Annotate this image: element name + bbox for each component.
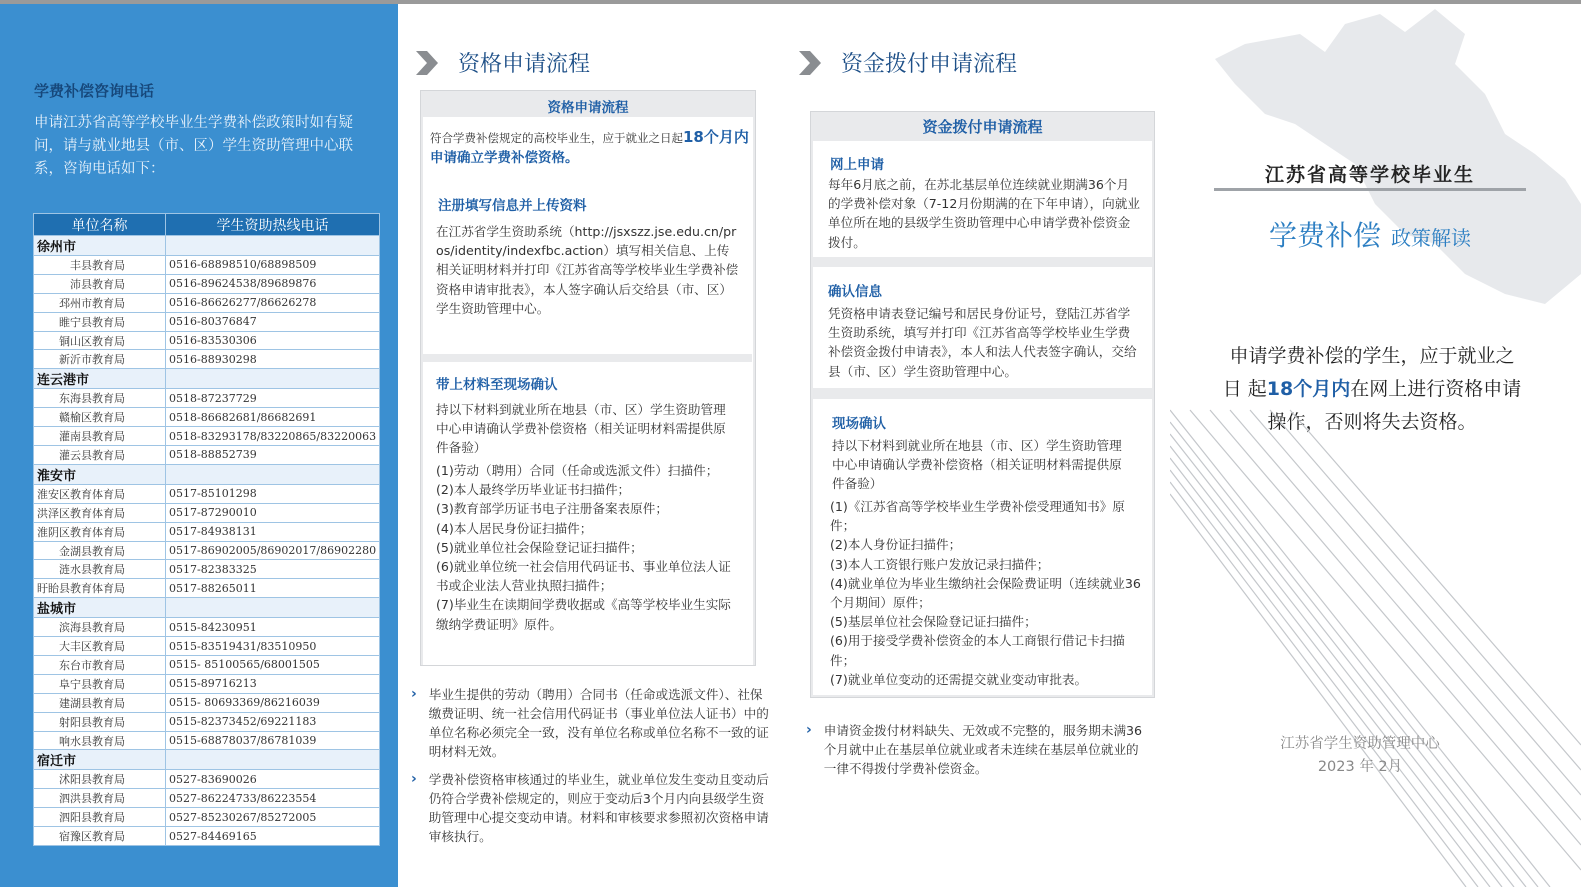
fund-step2-title: 确认信息	[828, 284, 882, 300]
unit-name: 淮安区教育体育局	[34, 484, 166, 503]
hotline-phone: 0516-68898510/68898509	[166, 256, 380, 275]
table-row	[34, 827, 380, 846]
unit-name: 淮阴区教育体育局	[34, 522, 166, 541]
hotline-phone: 0517-87290010	[166, 503, 380, 522]
city-blank-cell	[166, 369, 380, 389]
hotline-phone: 0518-88852739	[166, 446, 380, 465]
qual-note-1	[411, 685, 771, 761]
cover-subtitle-main: 学费补偿	[1268, 219, 1381, 252]
table-row	[34, 427, 380, 446]
unit-name: 宿豫区教育局	[34, 827, 166, 846]
table-row	[34, 808, 380, 827]
city-blank-cell	[166, 236, 380, 256]
hotline-table	[33, 213, 380, 846]
qual-box-header: 资格申请流程	[547, 100, 629, 116]
list-item: (1)《江苏省高等学校毕业生学费补偿受理通知书》原件；	[830, 499, 1125, 534]
hotline-phone: 0516-86626277/86626278	[166, 293, 380, 312]
fund-step3-list	[830, 497, 1142, 689]
table-row	[34, 770, 380, 789]
unit-name: 泗阳县教育局	[34, 808, 166, 827]
qual-note-1-text: 毕业生提供的劳动（聘用）合同书（任命或选派文件）、社保缴费证明、统一社会信用代码证书（事业单位法人证书）中的单位名称必须完全一致，没有单位名称或单位名称不一致的证明材料无效。	[428, 687, 769, 759]
list-item: (7)就业单位变动的还需提交就业变动审批表。	[830, 671, 1088, 687]
table-city-row	[34, 236, 380, 256]
cover-org-name: 江苏省学生资助管理中心	[1280, 736, 1440, 752]
hotline-table-body	[34, 236, 380, 846]
qual-step2-list	[436, 461, 740, 634]
table-row	[34, 541, 380, 560]
unit-name: 新沂市教育局	[34, 350, 166, 369]
list-item: (5)基层单位社会保险登记证扫描件；	[830, 614, 1037, 630]
city-name: 徐州市	[34, 236, 166, 256]
list-item: (4)就业单位为毕业生缴纳社会保险费证明（连续就业36个月期间）原件；	[830, 575, 1141, 611]
list-item: (6)用于接受学费补偿资金的本人工商银行借记卡扫描件；	[830, 633, 1125, 668]
hotline-phone: 0515-84230951	[166, 618, 380, 637]
cover-title: 江苏省高等学校毕业生	[1264, 164, 1475, 186]
fund-step3-text: 持以下材料到就业所在地县（市、区）学生资助管理中心申请确认学费补偿资格（相关证明材料需提供原件备验）	[832, 438, 1122, 492]
chevron-right-icon	[414, 50, 440, 76]
unit-name: 响水县教育局	[34, 731, 166, 750]
list-item: (6)就业单位统一社会信用代码证书、事业单位法人证书或企业法人营业执照扫描件；	[436, 559, 731, 594]
table-row	[34, 312, 380, 331]
qual-intro: 符合学费补偿规定的高校毕业生，应于就业之日起18个月内 申请确立学费补偿资格。	[430, 128, 749, 167]
table-row	[34, 656, 380, 675]
chevron-right-icon: ›	[411, 771, 417, 787]
hotline-phone: 0527-84469165	[166, 827, 380, 846]
list-item: (4)本人居民身份证扫描件；	[436, 520, 593, 536]
hotline-phone: 0515-68878037/86781039	[166, 731, 380, 750]
table-row	[34, 484, 380, 503]
hotline-phone: 0518-86682681/86682691	[166, 408, 380, 427]
table-header-unit: 单位名称	[34, 214, 166, 236]
fund-box-header: 资金拨付申请流程	[922, 118, 1043, 136]
hotline-phone: 0515- 85100565/68001505	[166, 656, 380, 675]
cover-subtitle-minor: 政策解读	[1391, 226, 1471, 250]
hotline-intro: 申请江苏省高等学校毕业生学费补偿政策时如有疑问，请与就业地县（市、区）学生资助管理中心联系，咨询电话如下：	[34, 115, 353, 177]
qual-step1-title: 注册填写信息并上传资料	[438, 198, 587, 214]
unit-name: 赣榆区教育局	[34, 408, 166, 427]
cover-org	[1250, 733, 1470, 779]
city-name: 宿迁市	[34, 750, 166, 770]
cover-date: 2023 年 2月	[1317, 759, 1403, 775]
city-blank-cell	[166, 750, 380, 770]
list-item: (3)教育部学历证书电子注册备案表原件；	[436, 501, 668, 517]
table-row	[34, 789, 380, 808]
hotline-phone: 0515-89716213	[166, 674, 380, 693]
unit-name: 睢宁县教育局	[34, 312, 166, 331]
qual-note-2	[411, 770, 771, 846]
unit-name: 邳州市教育局	[34, 293, 166, 312]
list-item: (1)劳动（聘用）合同（任命或选派文件）扫描件；	[436, 463, 719, 478]
hotline-phone: 0517-86902005/86902017/86902280	[166, 541, 380, 560]
chevron-right-icon	[797, 50, 823, 76]
table-city-row	[34, 369, 380, 389]
hotline-phone: 0516-80376847	[166, 312, 380, 331]
cover-subtitle	[1214, 214, 1526, 254]
unit-name: 金湖县教育局	[34, 541, 166, 560]
unit-name: 东台市教育局	[34, 656, 166, 675]
unit-name: 泗洪县教育局	[34, 789, 166, 808]
unit-name: 沭阳县教育局	[34, 770, 166, 789]
table-row	[34, 712, 380, 731]
unit-name: 建湖县教育局	[34, 693, 166, 712]
jiangsu-map-icon	[1205, 4, 1581, 304]
list-item: (2)本人最终学历毕业证书扫描件；	[436, 482, 631, 498]
table-row	[34, 274, 380, 293]
hotline-phone: 0518-87237729	[166, 389, 380, 408]
fund-note-1	[806, 721, 1151, 778]
hotline-title: 学费补偿咨询电话	[34, 82, 155, 100]
table-row	[34, 731, 380, 750]
hotline-phone: 0515-82373452/69221183	[166, 712, 380, 731]
table-header-phone: 学生资助热线电话	[166, 214, 380, 236]
unit-name: 丰县教育局	[34, 256, 166, 275]
unit-name: 射阳县教育局	[34, 712, 166, 731]
list-item: (5)就业单位社会保险登记证扫描件；	[436, 539, 643, 555]
unit-name: 阜宁县教育局	[34, 674, 166, 693]
chevron-right-icon: ›	[411, 686, 417, 702]
fund-step1-title: 网上申请	[830, 157, 884, 173]
table-row	[34, 389, 380, 408]
table-row	[34, 503, 380, 522]
cover-callout: 申请学费补偿的学生，应于就业之日 起18个月内在网上进行资格申请操作，否则将失去资格。	[1222, 345, 1522, 433]
unit-name: 铜山区教育局	[34, 331, 166, 350]
table-row	[34, 350, 380, 369]
chevron-right-icon: ›	[806, 722, 812, 738]
unit-name: 盱眙县教育体育局	[34, 579, 166, 598]
table-row	[34, 579, 380, 598]
qual-section-header	[414, 47, 590, 78]
list-item: (3)本人工资银行账户发放记录扫描件；	[830, 556, 1050, 572]
qual-step1-text: 在江苏省学生资助系统（http://jsxszz.jse.edu.cn/pros/identity/indexfbc.action）填写相关信息、上传相关证明材料并打印《江苏省高等学校毕业生学费补偿资格申请审批表》，本人签字确认后交给县（市、区）学生资助管理中心。	[436, 224, 739, 316]
table-row	[34, 618, 380, 637]
qual-card-gap	[422, 354, 752, 362]
hotline-phone: 0516-88930298	[166, 350, 380, 369]
city-name: 淮安市	[34, 464, 166, 484]
hotline-phone: 0516-83530306	[166, 331, 380, 350]
unit-name: 东海县教育局	[34, 389, 166, 408]
decorative-stripes	[1170, 400, 1581, 887]
unit-name: 灌南县教育局	[34, 427, 166, 446]
fund-step3-title: 现场确认	[832, 416, 886, 432]
hotline-phone: 0517-82383325	[166, 560, 380, 579]
table-row	[34, 522, 380, 541]
table-row	[34, 637, 380, 656]
unit-name: 洪泽区教育体育局	[34, 503, 166, 522]
qual-step2-text: 持以下材料到就业所在地县（市、区）学生资助管理中心申请确认学费补偿资格（相关证明材料需提供原件备验）	[436, 402, 726, 456]
unit-name: 滨海县教育局	[34, 618, 166, 637]
table-row	[34, 674, 380, 693]
city-blank-cell	[166, 598, 380, 618]
list-item: (7)毕业生在读期间学费收据或《高等学校毕业生实际缴纳学费证明》原件。	[436, 597, 731, 632]
hotline-phone: 0515-83519431/83510950	[166, 637, 380, 656]
hotline-phone: 0527-83690026	[166, 770, 380, 789]
table-city-row	[34, 750, 380, 770]
fund-step1-text: 每年6月底之前，在苏北基层单位连续就业期满36个月的学费补偿对象（7-12月份期满的在下年申请），向就业单位所在地的县级学生资助管理中心申请学费补偿资金拨付。	[828, 177, 1140, 250]
table-row	[34, 408, 380, 427]
unit-name: 大丰区教育局	[34, 637, 166, 656]
hotline-phone: 0515- 80693369/86216039	[166, 693, 380, 712]
unit-name: 灌云县教育局	[34, 446, 166, 465]
fund-section-header	[797, 47, 1017, 78]
qual-section-title: 资格申请流程	[458, 52, 591, 77]
table-row	[34, 693, 380, 712]
city-name: 连云港市	[34, 369, 166, 389]
table-city-row	[34, 464, 380, 484]
unit-name: 涟水县教育局	[34, 560, 166, 579]
qual-step2-title: 带上材料至现场确认	[436, 377, 558, 393]
city-name: 盐城市	[34, 598, 166, 618]
fund-step2-text: 凭资格申请表登记编号和居民身份证号，登陆江苏省学生资助系统，填写并打印《江苏省高等学校毕业生学费补偿资金拨付申请表》，本人和法人代表签字确认，交给县（市、区）学生资助管理中心。	[828, 306, 1137, 379]
city-blank-cell	[166, 464, 380, 484]
table-row	[34, 446, 380, 465]
hotline-phone: 0516-89624538/89689876	[166, 274, 380, 293]
hotline-phone: 0517-88265011	[166, 579, 380, 598]
hotline-phone: 0518-83293178/83220865/83220063	[166, 427, 380, 446]
unit-name: 沛县教育局	[34, 274, 166, 293]
hotline-phone: 0517-84938131	[166, 522, 380, 541]
qual-note-2-text: 学费补偿资格审核通过的毕业生，就业单位发生变动且变动后仍符合学费补偿规定的，则应于变动后3个月内向县级学生资助管理中心提交变动申请。材料和审核要求参照初次资格申请审核执行。	[428, 772, 769, 844]
hotline-phone: 0527-86224733/86223554	[166, 789, 380, 808]
table-row	[34, 256, 380, 275]
fund-section-title: 资金拨付申请流程	[841, 52, 1018, 77]
table-row	[34, 560, 380, 579]
fund-note-1-text: 申请资金拨付材料缺失、无效或不完整的，服务期未满36个月就中止在基层单位就业或者未连续在基层单位就业的一律不得拨付学费补偿资金。	[823, 723, 1143, 776]
hotline-phone: 0527-85230267/85272005	[166, 808, 380, 827]
table-row	[34, 293, 380, 312]
cover-divider	[1214, 188, 1526, 191]
table-row	[34, 331, 380, 350]
list-item: (2)本人身份证扫描件；	[830, 537, 962, 553]
hotline-phone: 0517-85101298	[166, 484, 380, 503]
table-city-row	[34, 598, 380, 618]
